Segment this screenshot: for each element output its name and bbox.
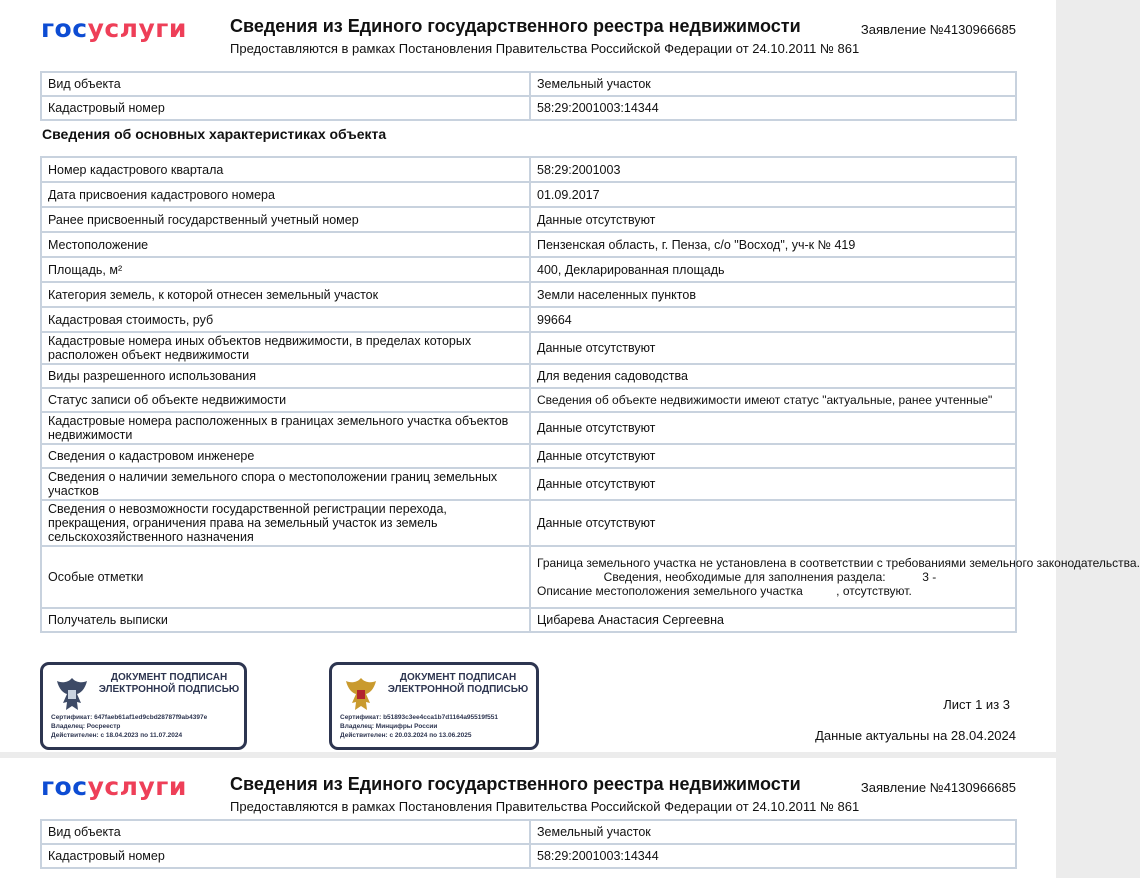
coat-of-arms-icon xyxy=(342,675,380,715)
row-value: Данные отсутствуют xyxy=(530,444,1016,468)
gosuslugi-logo: госуслуги xyxy=(41,14,187,43)
stamp-details xyxy=(340,713,498,740)
row-value: Пензенская область, г. Пенза, с/о "Восход", уч-к № 419 xyxy=(530,232,1016,257)
row-key: Кадастровый номер xyxy=(41,844,530,868)
row-key: Сведения о наличии земельного спора о местоположении границ земельных участков xyxy=(41,468,530,500)
section-heading: Сведения об основных характеристиках объекта xyxy=(42,126,387,142)
row-value: Сведения об объекте недвижимости имеют статус "актуальные, ранее учтенные" xyxy=(530,388,1016,412)
row-value: Данные отсутствуют xyxy=(530,500,1016,546)
row-key: Сведения о невозможности государственной регистрации перехода, прекращения, ограничения права на земельный участок из земель сельскохозяйственного назначения xyxy=(41,500,530,546)
table-row xyxy=(41,844,1016,868)
table-row xyxy=(41,364,1016,388)
stamp-title: ДОКУМЕНТ ПОДПИСАН ЭЛЕКТРОННОЙ ПОДПИСЬЮ xyxy=(98,672,240,695)
row-key: Дата присвоения кадастрового номера xyxy=(41,182,530,207)
gosuslugi-logo: госуслуги xyxy=(41,772,187,801)
table-row xyxy=(41,332,1016,364)
document-title: Сведения из Единого государственного реестра недвижимости xyxy=(230,16,801,36)
document-subtitle: Предоставляются в рамках Постановления Правительства Российской Федерации от 24.10.2011 № 861 xyxy=(230,41,860,56)
row-value: Земли населенных пунктов xyxy=(530,282,1016,307)
object-id-table xyxy=(40,71,1017,121)
actual-date: Данные актуальны на 28.04.2024 xyxy=(815,728,1016,743)
stamp-details xyxy=(51,713,207,740)
row-key: Вид объекта xyxy=(41,820,530,844)
stamp-certificate: Сертификат: b51893c3ee4cca1b7d1164a95519f551 xyxy=(340,714,499,721)
table-row xyxy=(41,282,1016,307)
row-value: 400, Декларированная площадь xyxy=(530,257,1016,282)
row-value: 58:29:2001003 xyxy=(530,157,1016,182)
sheet-counter: Лист 1 из 3 xyxy=(943,697,1010,712)
row-value: 99664 xyxy=(530,307,1016,332)
row-value: 58:29:2001003:14344 xyxy=(530,96,1016,120)
stamp-certificate: Сертификат: 647faeb61af1ed9cbd28787f9ab4397e xyxy=(51,714,208,721)
stamp-owner: Владелец: Росреестр xyxy=(51,723,121,730)
document-page-2 xyxy=(0,758,1056,878)
table-row xyxy=(41,307,1016,332)
e-signature-stamp-rosreestr xyxy=(40,662,247,750)
document-title: Сведения из Единого государственного реестра недвижимости xyxy=(230,774,801,794)
row-key: Площадь, м² xyxy=(41,257,530,282)
row-value: 01.09.2017 xyxy=(530,182,1016,207)
stamp-title: ДОКУМЕНТ ПОДПИСАН ЭЛЕКТРОННОЙ ПОДПИСЬЮ xyxy=(387,672,529,695)
table-row xyxy=(41,444,1016,468)
application-number: Заявление №4130966685 xyxy=(860,22,1016,37)
row-value: 58:29:2001003:14344 xyxy=(530,844,1016,868)
table-row xyxy=(41,820,1016,844)
row-value: Граница земельного участка не установлена в соответствии с требованиями земельного законодательства. Сведения, необходимые для заполнения раздела: 3 - Описание местоположения земельного участка , отсутствуют. xyxy=(530,546,1016,608)
row-value: Земельный участок xyxy=(530,820,1016,844)
table-row xyxy=(41,96,1016,120)
row-key: Получатель выписки xyxy=(41,608,530,632)
row-key: Статус записи об объекте недвижимости xyxy=(41,388,530,412)
row-value: Для ведения садоводства xyxy=(530,364,1016,388)
row-key: Особые отметки xyxy=(41,546,530,608)
row-value: Данные отсутствуют xyxy=(530,468,1016,500)
rosreestr-emblem-icon xyxy=(53,675,91,715)
table-row xyxy=(41,257,1016,282)
row-value: Данные отсутствуют xyxy=(530,207,1016,232)
row-key: Кадастровый номер xyxy=(41,96,530,120)
row-key: Сведения о кадастровом инженере xyxy=(41,444,530,468)
row-key: Вид объекта xyxy=(41,72,530,96)
e-signature-stamp-mintsifry xyxy=(329,662,539,750)
stamp-validity: Действителен: с 20.03.2024 по 13.06.2025 xyxy=(340,732,472,739)
characteristics-table xyxy=(40,156,1140,633)
table-row xyxy=(41,546,1016,608)
table-row xyxy=(41,157,1016,182)
object-id-table xyxy=(40,819,1017,869)
table-row xyxy=(41,500,1016,546)
table-row xyxy=(41,412,1016,444)
row-key: Номер кадастрового квартала xyxy=(41,157,530,182)
table-row xyxy=(41,232,1016,257)
application-number: Заявление №4130966685 xyxy=(860,780,1016,795)
table-row xyxy=(41,182,1016,207)
row-value: Земельный участок xyxy=(530,72,1016,96)
table-row xyxy=(41,608,1016,632)
table-row xyxy=(41,72,1016,96)
row-key: Виды разрешенного использования xyxy=(41,364,530,388)
row-key: Местоположение xyxy=(41,232,530,257)
row-value: Данные отсутствуют xyxy=(530,332,1016,364)
row-key: Кадастровая стоимость, руб xyxy=(41,307,530,332)
table-row xyxy=(41,207,1016,232)
row-value: Цибарева Анастасия Сергеевна xyxy=(530,608,1016,632)
stamp-validity: Действителен: с 18.04.2023 по 11.07.2024 xyxy=(51,732,183,739)
row-key: Ранее присвоенный государственный учетный номер xyxy=(41,207,530,232)
document-subtitle: Предоставляются в рамках Постановления Правительства Российской Федерации от 24.10.2011 № 861 xyxy=(230,799,860,814)
stamp-owner: Владелец: Минцифры России xyxy=(340,723,438,730)
row-key: Кадастровые номера иных объектов недвижимости, в пределах которых расположен объект недвижимости xyxy=(41,332,530,364)
table-row xyxy=(41,388,1016,412)
row-key: Кадастровые номера расположенных в границах земельного участка объектов недвижимости xyxy=(41,412,530,444)
table-row xyxy=(41,468,1016,500)
row-value: Данные отсутствуют xyxy=(530,412,1016,444)
row-key: Категория земель, к которой отнесен земельный участок xyxy=(41,282,530,307)
